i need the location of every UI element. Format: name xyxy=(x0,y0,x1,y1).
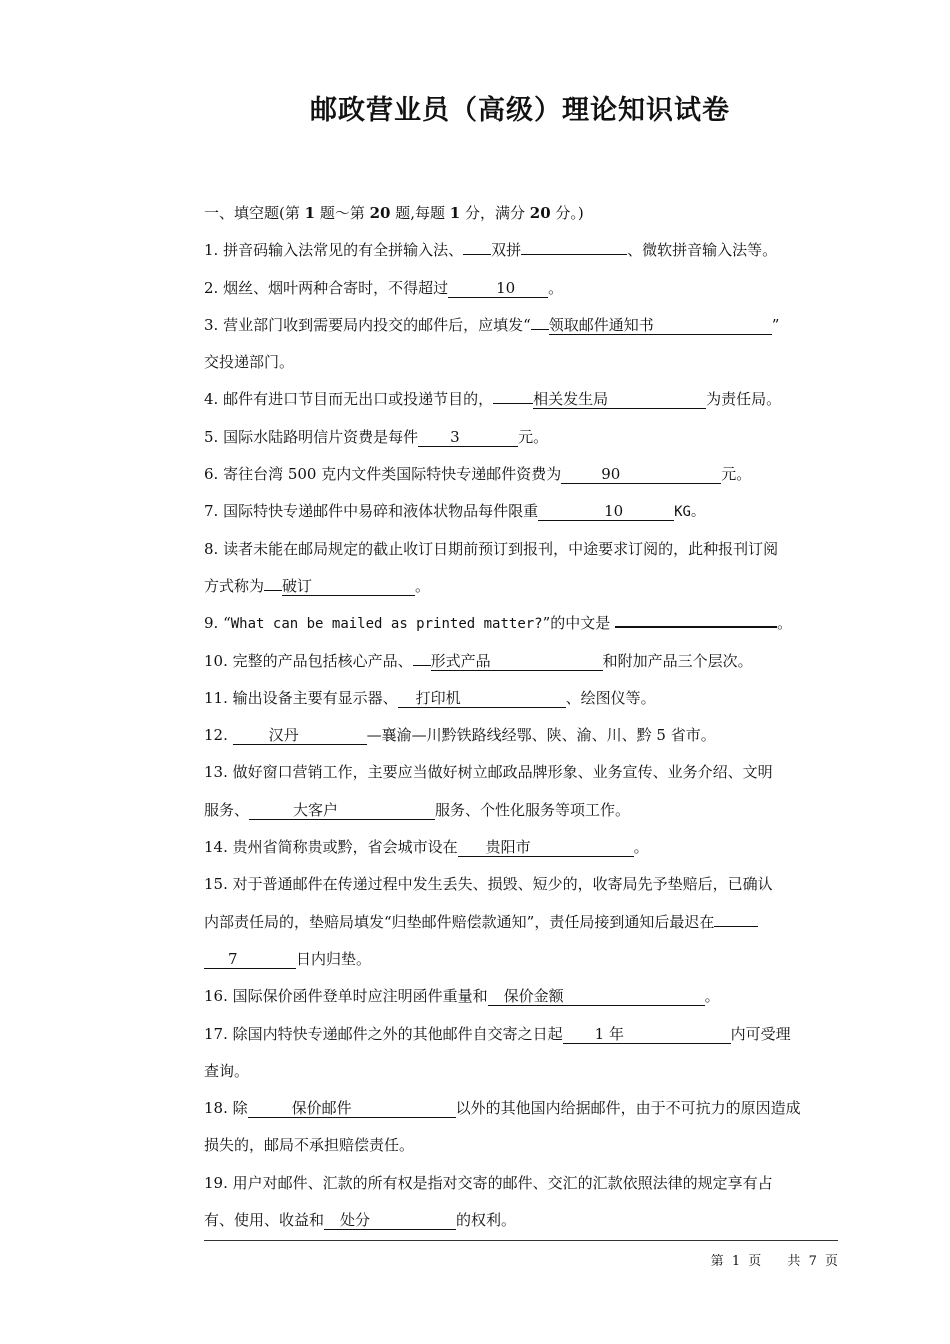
blank-10[interactable]: 形式产品 xyxy=(431,652,603,671)
page-unit: 页 xyxy=(748,1254,762,1269)
blank-16[interactable]: 保价金额 xyxy=(488,987,705,1006)
question-10: 10. 完整的产品包括核心产品、 形式产品 和附加产品三个层次。 xyxy=(204,643,838,680)
blank-3-pre[interactable] xyxy=(531,311,549,330)
blank-18[interactable]: 保价邮件 xyxy=(248,1099,456,1118)
question-15-cont: 内部责任局的，垫赔局填发“归垫邮件赔偿款通知”，责任局接到通知后最迟在 xyxy=(204,904,838,941)
footer-divider xyxy=(204,1240,838,1241)
question-9: 9. “What can be mailed as printed matter?”的中文是 。 xyxy=(204,605,838,642)
blank-19[interactable]: 处分 xyxy=(324,1211,456,1230)
question-19-cont: 有、使用、收益和 处分 的权利。 xyxy=(204,1211,517,1230)
blank-14[interactable]: 贵阳市 xyxy=(458,838,634,857)
question-1: 1. 拼音码输入法常见的有全拼输入法、 双拼 、微软拼音输入法等。 xyxy=(204,232,838,269)
page-footer xyxy=(204,1250,838,1269)
question-18: 18. 除 保价邮件 以外的其他国内给据邮件，由于不可抗力的原因造成 xyxy=(204,1099,801,1118)
blank-15-a[interactable] xyxy=(714,908,758,927)
question-13: 13. 做好窗口营销工作，主要应当做好树立邮政品牌形象、业务宣传、业务介绍、文明 xyxy=(204,763,773,782)
question-15: 15. 对于普通邮件在传递过程中发生丢失、损毁、短少的，收寄局先予垫赔后，已确认 xyxy=(204,875,773,894)
blank-8[interactable]: 破订 xyxy=(282,577,415,596)
question-6: 6. 寄往台湾 500 克内文件类国际特快专递邮件资费为 90 元。 xyxy=(204,465,752,484)
blank-1-pre[interactable] xyxy=(463,236,491,255)
question-2: 2. 烟丝、烟叶两种合寄时，不得超过 10 。 xyxy=(204,278,564,297)
question-15-cont2: 7 日内归垫。 xyxy=(204,941,838,978)
page-number: 1 xyxy=(731,1254,741,1269)
blank-6[interactable]: 90 xyxy=(561,465,721,484)
total-pages: 7 xyxy=(808,1254,817,1269)
blank-7[interactable]: 10 xyxy=(538,502,674,521)
blank-1[interactable] xyxy=(521,236,627,255)
question-5: 5. 国际水陆路明信片资费是每件 3 元。 xyxy=(204,427,549,446)
blank-10-pre[interactable] xyxy=(413,647,431,666)
question-4: 4. 邮件有进口节目而无出口或投递节目的， 相关发生局 为责任局。 xyxy=(204,381,838,418)
blank-5[interactable]: 3 xyxy=(418,428,518,447)
question-12: 12. 汉丹 —襄渝—川黔铁路线经鄂、陕、渝、川、黔 5 省市。 xyxy=(204,726,716,745)
page-label: 第 xyxy=(710,1254,724,1269)
blank-12[interactable]: 汉丹 xyxy=(233,726,367,745)
question-18-cont: 损失的，邮局不承担赔偿责任。 xyxy=(204,1136,415,1155)
blank-13[interactable]: 大客户 xyxy=(249,801,435,820)
question-7: 7. 国际特快专递邮件中易碎和液体状物品每件限重 10 KG。 xyxy=(204,502,705,521)
blank-2[interactable]: 10 xyxy=(448,279,548,298)
question-3-cont: 交投递部门。 xyxy=(204,353,295,372)
question-3: 3. 营业部门收到需要局内投交的邮件后，应填发“ 领取邮件通知书 ” xyxy=(204,307,838,344)
question-13-cont: 服务、 大客户 服务、个性化服务等项工作。 xyxy=(204,800,631,819)
question-list xyxy=(204,195,838,1239)
blank-11[interactable]: 打印机 xyxy=(398,689,566,708)
question-14: 14. 贵州省简称贵或黔，省会城市设在 贵阳市 。 xyxy=(204,838,649,857)
section-heading: 一、填空题(第 1 题～第 20 题,每题 1 分，满分 20 分。) xyxy=(204,204,584,222)
total-unit: 页 xyxy=(824,1254,838,1269)
question-17-cont: 查询。 xyxy=(204,1061,250,1080)
blank-17[interactable]: 1 年 xyxy=(563,1025,731,1044)
page-title: 邮政营业员（高级）理论知识试卷 xyxy=(310,95,730,126)
blank-4[interactable]: 相关发生局 xyxy=(533,390,706,409)
blank-4-pre[interactable] xyxy=(493,385,533,404)
blank-3[interactable]: 领取邮件通知书 xyxy=(549,316,772,335)
question-11: 11. 输出设备主要有显示器、 打印机 、绘图仪等。 xyxy=(204,688,656,707)
blank-8-pre[interactable] xyxy=(264,572,282,591)
total-label: 共 xyxy=(787,1254,801,1269)
question-8-cont: 方式称为 破订 。 xyxy=(204,568,838,605)
answer-1: 双拼 xyxy=(491,241,522,260)
blank-9[interactable] xyxy=(615,608,777,628)
question-19: 19. 用户对邮件、汇款的所有权是指对交寄的邮件、交汇的汇款依照法律的规定享有占 xyxy=(204,1173,773,1192)
question-8: 8. 读者未能在邮局规定的截止收订日期前预订到报刊，中途要求订阅的，此种报刊订阅 xyxy=(204,539,779,558)
blank-15[interactable]: 7 xyxy=(204,950,296,969)
question-17: 17. 除国内特快专递邮件之外的其他邮件自交寄之日起 1 年 内可受理 xyxy=(204,1024,791,1043)
question-16: 16. 国际保价函件登单时应注明函件重量和 保价金额 。 xyxy=(204,987,720,1006)
